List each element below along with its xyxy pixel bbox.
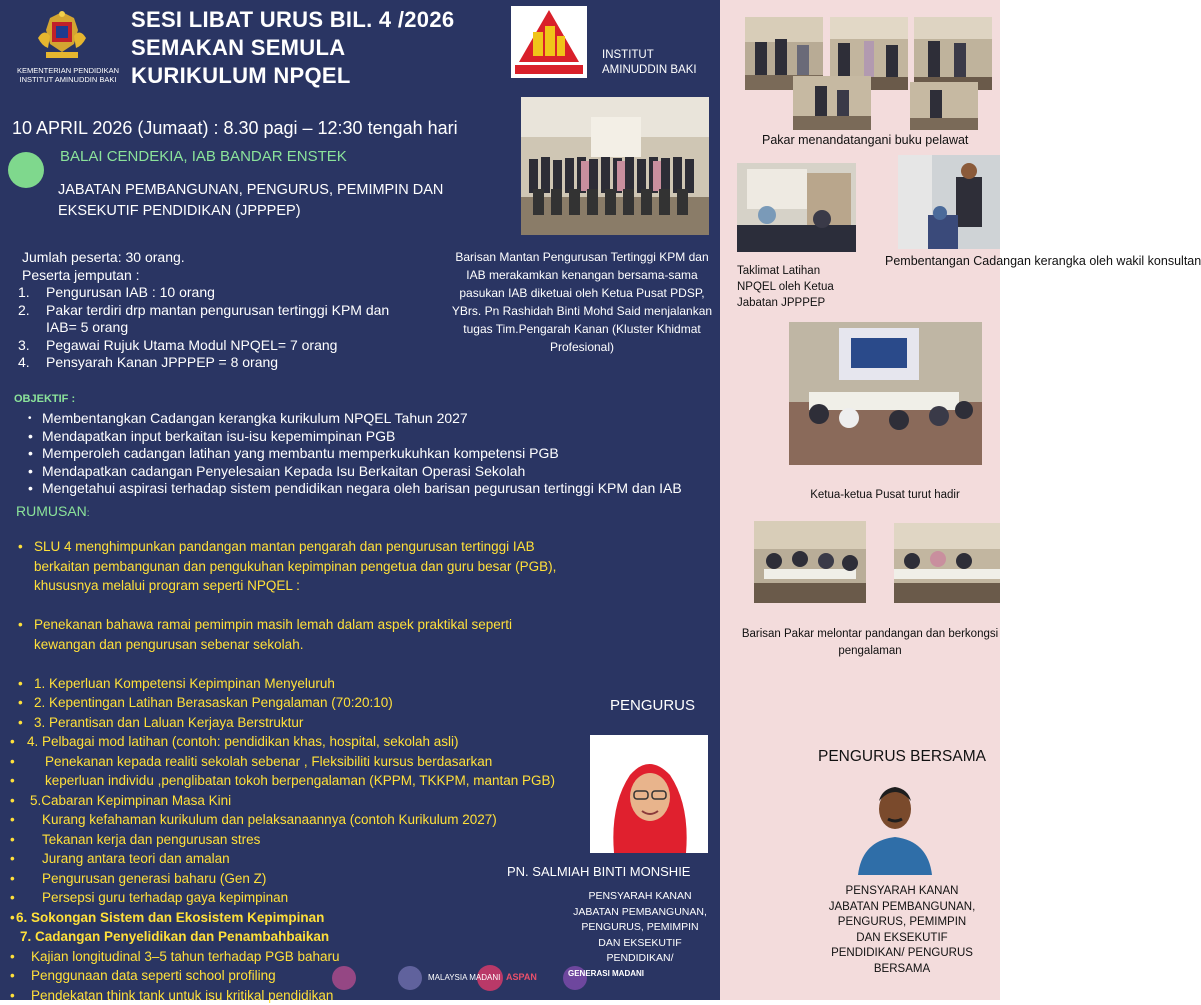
objective-item: • Mendapatkan cadangan Penyelesaian Kepada Isu Berkaitan Operasi Sekolah — [28, 463, 708, 481]
bullet-icon: • — [10, 732, 15, 752]
bullet-dot-icon — [8, 152, 44, 188]
rumusan-text: SLU 4 menghimpunkan pandangan mantan pengarah dan pengurusan tertinggi IAB — [34, 537, 535, 557]
rumusan-line — [0, 674, 600, 694]
rumusan-line — [0, 810, 600, 830]
rumusan-line — [0, 830, 600, 850]
role-line: BERSAMA — [814, 962, 990, 978]
list-number: 4. — [18, 354, 30, 372]
participants-total: Jumlah peserta: 30 orang. — [18, 248, 185, 266]
rumusan-line — [0, 635, 600, 655]
bullet-icon: • — [10, 791, 15, 811]
pengurus-heading: PENGURUS — [610, 697, 695, 714]
rumusan-line — [0, 596, 600, 616]
rumusan-text: 3. Perantisan dan Laluan Kerjaya Berstruktur — [34, 713, 303, 733]
rumusan-text: Kajian longitudinal 3–5 tahun terhadap PGB baharu — [31, 947, 339, 967]
role-line: PENGURUS, PEMIMPIN — [560, 920, 720, 936]
list-number: 1. — [18, 284, 30, 302]
objective-text: Memperoleh cadangan latihan yang membantu memperkukuhkan kompetensi PGB — [42, 445, 559, 461]
role-line: DAN EKSEKUTIF — [560, 936, 720, 952]
rumusan-text: Penggunaan data seperti school profiling — [31, 966, 276, 986]
list-item — [18, 302, 418, 337]
visitor-book-photo-4 — [793, 76, 871, 130]
event-date-time: 10 APRIL 2026 (Jumaat) : 8.30 pagi – 12:30 tengah hari — [12, 118, 458, 139]
role-line: PENGURUS, PEMIMPIN — [814, 915, 990, 931]
rumusan-heading-text: RUMUSAN — [16, 503, 87, 519]
centre-heads-caption: Ketua-ketua Pusat turut hadir — [780, 487, 990, 504]
bullet-icon: • — [10, 986, 15, 1005]
title-line-3: KURIKULUM NPQEL — [131, 62, 454, 90]
rumusan-line — [0, 732, 600, 752]
footer-logos — [300, 958, 640, 996]
iab-logo — [511, 6, 587, 78]
pengurus-name: PN. SALMIAH BINTI MONSHIE — [507, 864, 690, 879]
role-line: JABATAN PEMBANGUNAN, — [560, 905, 720, 921]
visitor-book-caption: Pakar menandatangani buku pelawat — [762, 132, 992, 149]
list-text: Pegawai Rujuk Utama Modul NPQEL= 7 orang — [46, 337, 337, 353]
role-line: JABATAN PEMBANGUNAN, — [814, 900, 990, 916]
bullet-icon: • — [18, 674, 23, 694]
experts-caption: Barisan Pakar melontar pandangan dan berkongsi pengalaman — [740, 626, 1000, 660]
rumusan-heading: RUMUSAN: — [16, 503, 90, 519]
rumusan-text: 4. Pelbagai mod latihan (contoh: pendidikan khas, hospital, sekolah asli) — [27, 732, 459, 752]
list-text: Pengurusan IAB : 10 orang — [46, 284, 215, 300]
ministry-crest-logo — [34, 8, 90, 64]
madani-logo-text: MALAYSIA MADANI — [428, 973, 500, 982]
participants-list — [18, 284, 418, 372]
rumusan-text: Tekanan kerja dan pengurusan stres — [42, 830, 260, 850]
list-text: Pakar terdiri drp mantan pengurusan tertinggi KPM dan IAB= 5 orang — [46, 302, 389, 336]
group-photo-caption: Barisan Mantan Pengurusan Tertinggi KPM dan IAB merakamkan kenangan bersama-sama pasukan IAB diketuai oleh Ketua Pusat PDSP, YBrs. Pn Rashidah Binti Mohd Said menjalankan tugas Tim.Pengarah Kanan (Kluster Khidmat Profesional) — [446, 248, 718, 356]
rumusan-text: Pengurusan generasi baharu (Gen Z) — [42, 869, 266, 889]
list-item — [18, 337, 418, 355]
rumusan-line — [0, 557, 600, 577]
role-line: PENDIDIKAN/ — [560, 951, 720, 967]
bullet-icon: • — [10, 752, 15, 772]
presentation-caption: Pembentangan Cadangan kerangka oleh wakil konsultan — [885, 253, 1000, 270]
rumusan-text: 5.Cabaran Kepimpinan Masa Kini — [30, 791, 231, 811]
rumusan-line — [0, 791, 600, 811]
pengurus-bersama-heading: PENGURUS BERSAMA — [818, 748, 986, 766]
ministry-text — [8, 66, 128, 84]
rumusan-text: Pendekatan think tank untuk isu kritikal pendidikan — [31, 986, 333, 1005]
bullet-icon: • — [18, 713, 23, 733]
ministry-line: KEMENTERIAN PENDIDIKAN — [8, 66, 128, 75]
briefing-caption: Taklimat Latihan NPQEL oleh Ketua Jabatan JPPPEP — [737, 263, 859, 311]
briefing-photo — [737, 163, 856, 252]
rumusan-line — [0, 752, 600, 772]
list-text: Pensyarah Kanan JPPPEP = 8 orang — [46, 354, 278, 370]
rumusan-line — [0, 615, 600, 635]
experts-photo-2 — [894, 523, 1000, 603]
department-name: JABATAN PEMBANGUNAN, PENGURUS, PEMIMPIN DAN EKSEKUTIF PENDIDIKAN (JPPPEP) — [58, 180, 498, 222]
visitor-book-photo-5 — [910, 82, 978, 130]
participants-summary — [18, 248, 185, 284]
bullet-icon: • — [10, 966, 15, 986]
rumusan-line — [0, 654, 600, 674]
event-venue: BALAI CENDEKIA, IAB BANDAR ENSTEK — [60, 148, 347, 165]
presentation-photo — [898, 155, 1000, 249]
objectives-list — [28, 410, 708, 498]
list-number: 3. — [18, 337, 30, 355]
rumusan-line — [0, 908, 600, 928]
objectives-heading: OBJEKTIF : — [14, 393, 75, 405]
list-number: 2. — [18, 302, 30, 320]
bullet-icon: • — [10, 849, 15, 869]
role-line: PENSYARAH KANAN — [560, 889, 720, 905]
rumusan-line — [0, 771, 600, 791]
institute-name — [602, 48, 697, 78]
bullet-icon: • — [18, 693, 23, 713]
objective-text: Mengetahui aspirasi terhadap sistem pendidikan negara oleh barisan pegurusan tertinggi KPM dan IAB — [42, 480, 682, 496]
rumusan-text: Penekanan kepada realiti sekolah sebenar , Fleksibiliti kursus berdasarkan — [45, 752, 492, 772]
rumusan-text: khususnya melalui program seperti NPQEL : — [34, 576, 300, 596]
role-line: PENSYARAH KANAN — [814, 884, 990, 900]
objective-item: • Mengetahui aspirasi terhadap sistem pendidikan negara oleh barisan pegurusan tertinggi KPM dan IAB — [28, 480, 708, 498]
bullet-icon: • — [18, 615, 23, 635]
rumusan-text: berkaitan pembangunan dan pengukuhan kepimpinan pengetua dan guru besar (PGB), — [34, 557, 556, 577]
rumusan-text: Penekanan bahawa ramai pemimpin masih lemah dalam aspek praktikal seperti — [34, 615, 512, 635]
bullet-icon: • — [10, 888, 15, 908]
role-line: PENDIDIKAN/ PENGURUS — [814, 946, 990, 962]
experts-photo-1 — [754, 521, 866, 603]
title-line-1: SESI LIBAT URUS BIL. 4 /2026 — [131, 6, 454, 34]
list-item — [18, 284, 418, 302]
objective-item: • Memperoleh cadangan latihan yang membantu memperkukuhkan kompetensi PGB — [28, 445, 708, 463]
list-item — [18, 354, 418, 372]
rumusan-text: Jurang antara teori dan amalan — [42, 849, 230, 869]
objective-item: • Mendapatkan input berkaitan isu-isu kepemimpinan PGB — [28, 428, 708, 446]
rumusan-list — [0, 537, 600, 1005]
meeting-room-photo — [789, 322, 982, 465]
invited-label: Peserta jemputan : — [18, 266, 185, 284]
group-photo — [521, 97, 709, 235]
objective-text: Mendapatkan input berkaitan isu-isu kepemimpinan PGB — [42, 428, 395, 444]
institute-line: INSTITUT AMINUDDIN BAKI — [8, 75, 128, 84]
rumusan-text: Persepsi guru terhadap gaya kepimpinan — [42, 888, 288, 908]
aspan-logo-text: ASPAN — [506, 972, 537, 982]
rumusan-text: 2. Kepentingan Latihan Berasaskan Pengalaman (70:20:10) — [34, 693, 393, 713]
bullet-icon: • — [10, 810, 15, 830]
pengurus-bersama-avatar — [852, 775, 938, 875]
bullet-icon: • — [18, 537, 23, 557]
pengurus-avatar — [590, 735, 708, 853]
bullet-icon: • — [10, 869, 15, 889]
bullet-icon: • — [10, 830, 15, 850]
objective-text: Mendapatkan cadangan Penyelesaian Kepada Isu Berkaitan Operasi Sekolah — [42, 463, 525, 479]
rumusan-text: 7. Cadangan Penyelidikan dan Penambahbaikan — [20, 927, 329, 947]
rumusan-line — [0, 927, 600, 947]
rumusan-line — [0, 713, 600, 733]
page-title — [131, 6, 454, 90]
rumusan-line — [0, 537, 600, 557]
rumusan-text: 1. Keperluan Kompetensi Kepimpinan Menyeluruh — [34, 674, 335, 694]
institute-line-1: INSTITUT — [602, 48, 697, 63]
rumusan-line — [0, 693, 600, 713]
rumusan-text: Kurang kefahaman kurikulum dan pelaksanaannya (contoh Kurikulum 2027) — [42, 810, 497, 830]
rumusan-text: 6. Sokongan Sistem dan Ekosistem Kepimpinan — [16, 908, 324, 928]
pengurus-bersama-role — [814, 884, 990, 977]
visitor-book-photo-3 — [914, 17, 992, 90]
objective-item: • Membentangkan Cadangan kerangka kurikulum NPQEL Tahun 2027 — [28, 410, 708, 428]
rumusan-text: keperluan individu ,penglibatan tokoh berpengalaman (KPPM, TKKPM, mantan PGB) — [45, 771, 555, 791]
institute-line-2: AMINUDDIN BAKI — [602, 63, 697, 78]
bullet-icon: • — [10, 771, 15, 791]
bullet-icon: • — [10, 908, 15, 928]
bullet-icon: • — [10, 947, 15, 967]
pengurus-role — [560, 889, 720, 967]
title-line-2: SEMAKAN SEMULA — [131, 34, 454, 62]
generasi-madani-logo-text: GENERASI MADANI — [568, 969, 644, 978]
rumusan-line — [0, 576, 600, 596]
rumusan-text: kewangan dan pengurusan sebenar sekolah. — [34, 635, 303, 655]
role-line: DAN EKSEKUTIF — [814, 931, 990, 947]
objective-text: Membentangkan Cadangan kerangka kurikulum NPQEL Tahun 2027 — [42, 410, 468, 426]
rumusan-line — [0, 888, 600, 908]
